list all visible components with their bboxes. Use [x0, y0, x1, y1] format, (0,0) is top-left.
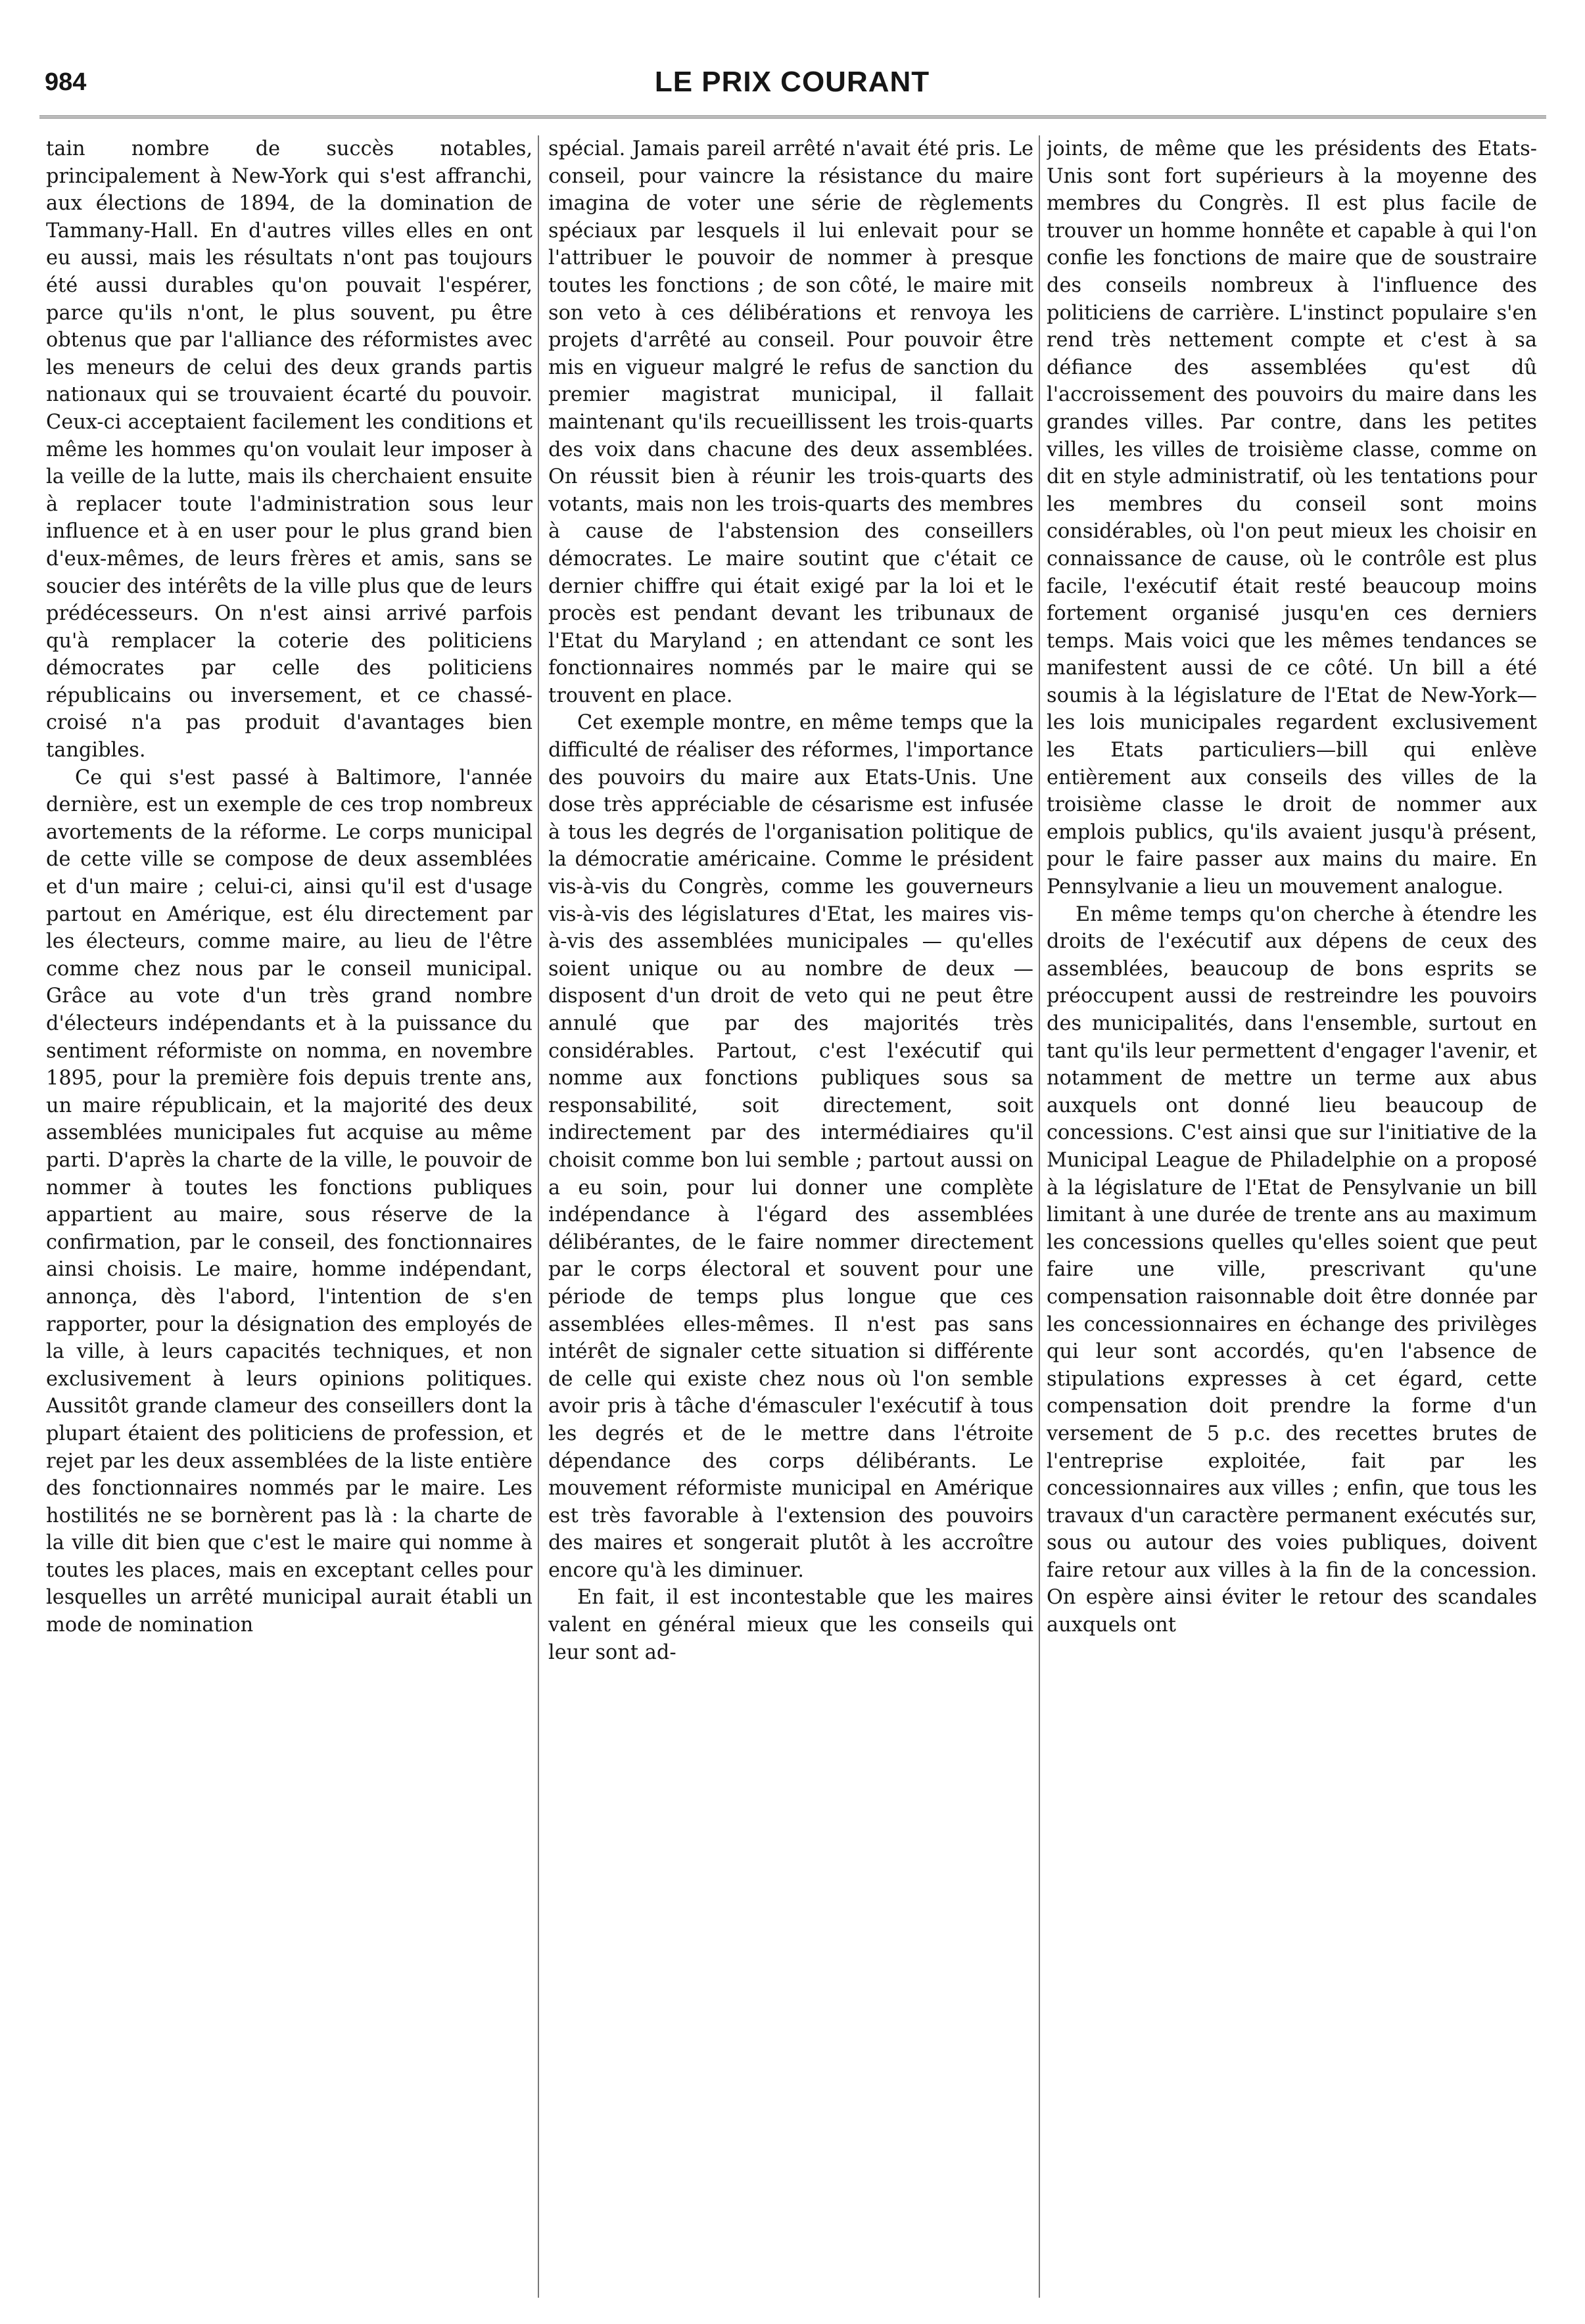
- column-divider: [1039, 135, 1040, 2298]
- paragraph: tain nombre de succès notables, principalement à New-York qui s'est affranchi, aux élections de 1894, de la domination de Tammany-Hall. En d'autres villes elles en ont eu aussi, mais les résultats n'ont pas toujours été aussi durables qu'on pouvait l'espérer, parce qu'ils n'ont, le plus souvent, pu être obtenus que par l'alliance des réformistes avec les meneurs de celui des deux grands partis nationaux qui se trouvaient écarté du pouvoir. Ceux-ci acceptaient facilement les conditions et même les hommes qu'on voulait leur imposer à la veille de la lutte, mais ils cherchaient ensuite à replacer toute l'administration sous leur influence et à en user pour le plus grand bien d'eux-mêmes, de leurs frères et amis, sans se soucier des intérêts de la ville plus que de leurs prédécesseurs. On n'est ainsi arrivé parfois qu'à remplacer la coterie des politiciens démocrates par celle des politiciens républicains ou inversement, et ce chassé-croisé n'a pas produit d'avantages bien tangibles.: [46, 137, 532, 762]
- paragraph: En fait, il est incontestable que les maires valent en général mieux que les conseils qui leur sont ad-: [548, 1586, 1033, 1664]
- paragraph: spécial. Jamais pareil arrêté n'avait été pris. Le conseil, pour vaincre la résistance du maire imagina de voter une série de règlements spéciaux par lesquels il lui enlevait pour se l'attribuer le pouvoir de nommer à presque toutes les fonctions ; de son côté, le maire mit son veto à ces délibérations et renvoya les projets d'arrêté au conseil. Pour pouvoir être mis en vigueur malgré le refus de sanction du premier magistrat municipal, il fallait maintenant qu'ils recueillissent les trois-quarts des voix dans chacune des deux assemblées. On réussit bien à réunir les trois-quarts des votants, mais non les trois-quarts des membres à cause de l'abstension des conseillers démocrates. Le maire soutint que c'était ce dernier chiffre qui était exigé par la loi et le procès est pendant devant les tribunaux de l'Etat du Maryland ; en attendant ce sont les fonctionnaires nommés par le maire qui se trouvent en place.: [548, 137, 1033, 707]
- paragraph: Cet exemple montre, en même temps que la difficulté de réaliser des réformes, l'importance des pouvoirs du maire aux Etats-Unis. Une dose très appréciable de césarisme est infusée à tous les degrés de l'organisation politique de la démocratie américaine. Comme le président vis-à-vis du Congrès, comme les gouverneurs vis-à-vis des législatures d'Etat, les maires vis-à-vis des assemblées municipales — qu'elles soient unique ou au nombre de deux —disposent d'un droit de veto qui ne peut être annulé que par des majorités très considérables. Partout, c'est l'exécutif qui nomme aux fonctions publiques sous sa responsabilité, soit directement, soit indirectement par des intermédiaires qu'il choisit comme bon lui semble ; partout aussi on a eu soin, pour lui donner une complète indépendance à l'égard des assemblées délibérantes, de le faire nommer directement par le corps électoral et souvent pour une période de temps plus longue que ces assemblées elles-mêmes. Il n'est pas sans intérêt de signaler cette situation si différente de celle qui existe chez nous où l'on semble avoir pris à tâche d'émasculer l'exécutif à tous les degrés et de le mettre dans l'étroite dépendance des corps délibérants. Le mouvement réformiste municipal en Amérique est très favorable à l'extension des pouvoirs des maires et songerait plutôt à les accroître encore qu'à les diminuer.: [548, 711, 1033, 1582]
- paragraph: En même temps qu'on cherche à étendre les droits de l'exécutif aux dépens de ceux des assemblées, beaucoup de bons esprits se préoccupent aussi de restreindre les pouvoirs des municipalités, dans l'ensemble, surtout en tant qu'ils leur permettent d'engager l'avenir, et notamment de mettre un terme aux abus auxquels ont donné lieu beaucoup de concessions. C'est ainsi que sur l'initiative de la Municipal League de Philadelphie on a proposé à la législature de l'Etat de Pensylvanie un bill limitant à une durée de trente ans au maximum les concessions quelles qu'elles soient que peut faire une ville, prescrivant qu'une compensation raisonnable doit être donnée par les concessionnaires en échange des privilèges qui leur sont accordés, qu'en l'absence de stipulations expresses à cet égard, cette compensation doit prendre la forme d'un versement de 5 p.c. des recettes brutes de l'entreprise exploitée, fait par les concessionnaires aux villes ; enfin, que tous les travaux d'un caractère permanent exécutés sur, sous ou autour des voies publiques, doivent faire retour aux villes à la fin de la concession. On espère ainsi éviter le retour des scandales auxquels ont: [1047, 902, 1537, 1637]
- text-column-2: [548, 135, 1033, 2298]
- paragraph: joints, de même que les présidents des Etats-Unis sont fort supérieurs à la moyenne des membres du Congrès. Il est plus facile de trouver un homme honnête et capable à qui l'on confie les fonctions de maire que de soustraire des conseils nombreux à l'influence des politiciens de carrière. L'instinct populaire s'en rend très nettement compte et c'est à sa défiance des assemblées qu'est dû l'accroissement des pouvoirs du maire dans les grandes villes. Par contre, dans les petites villes, les villes de troisième classe, comme on dit en style administratif, où les tentations pour les membres du conseil sont moins considérables, où l'on peut mieux les choisir en connaissance de cause, où le contrôle est plus facile, l'exécutif était resté beaucoup moins fortement organisé jusqu'en ces derniers temps. Mais voici que les mêmes tendances se manifestent aussi de ce côté. Un bill a été soumis à la législature de l'Etat de New-York—les lois municipales regardent exclusivement les Etats particuliers—bill qui enlève entièrement aux conseils des villes de la troisième classe le droit de nommer aux emplois publics, qu'ils avaient jusqu'à présent, pour le faire passer aux mains du maire. En Pennsylvanie a lieu un mouvement analogue.: [1047, 137, 1537, 899]
- journal-title: LE PRIX COURANT: [654, 66, 930, 98]
- page-number: 984: [45, 68, 87, 96]
- text-column-3: [1047, 135, 1537, 2298]
- page-header: [39, 58, 1545, 117]
- column-divider: [538, 135, 539, 2298]
- header-rule: [39, 116, 1546, 118]
- text-column-1: [46, 135, 532, 2298]
- paragraph: Ce qui s'est passé à Baltimore, l'année dernière, est un exemple de ces trop nombreux avortements de la réforme. Le corps municipal de cette ville se compose de deux assemblées et d'un maire ; celui-ci, ainsi qu'il est d'usage partout en Amérique, est élu directement par les électeurs, comme maire, au lieu de l'être comme chez nous par le conseil municipal. Grâce au vote d'un très grand nombre d'électeurs indépendants et à la puissance du sentiment réformiste on nomma, en novembre 1895, pour la première fois depuis trente ans, un maire républicain, et la majorité des deux assemblées municipales fut acquise au même parti. D'après la charte de la ville, le pouvoir de nommer à toutes les fonctions publiques appartient au maire, sous réserve de la confirmation, par le conseil, des fonctionnaires ainsi choisis. Le maire, homme indépendant, annonça, dès l'abord, l'intention de s'en rapporter, pour la désignation des employés de la ville, à leurs capacités techniques, et non exclusivement à leurs opinions politiques. Aussitôt grande clameur des conseillers dont la plupart étaient des politiciens de profession, et rejet par les deux assemblées de la liste entière des fonctionnaires nommés par le maire. Les hostilités ne se bornèrent pas là : la charte de la ville dit bien que c'est le maire qui nomme à toutes les places, mais en exceptant celles pour lesquelles un arrêté municipal aurait établi un mode de nomination: [46, 766, 532, 1637]
